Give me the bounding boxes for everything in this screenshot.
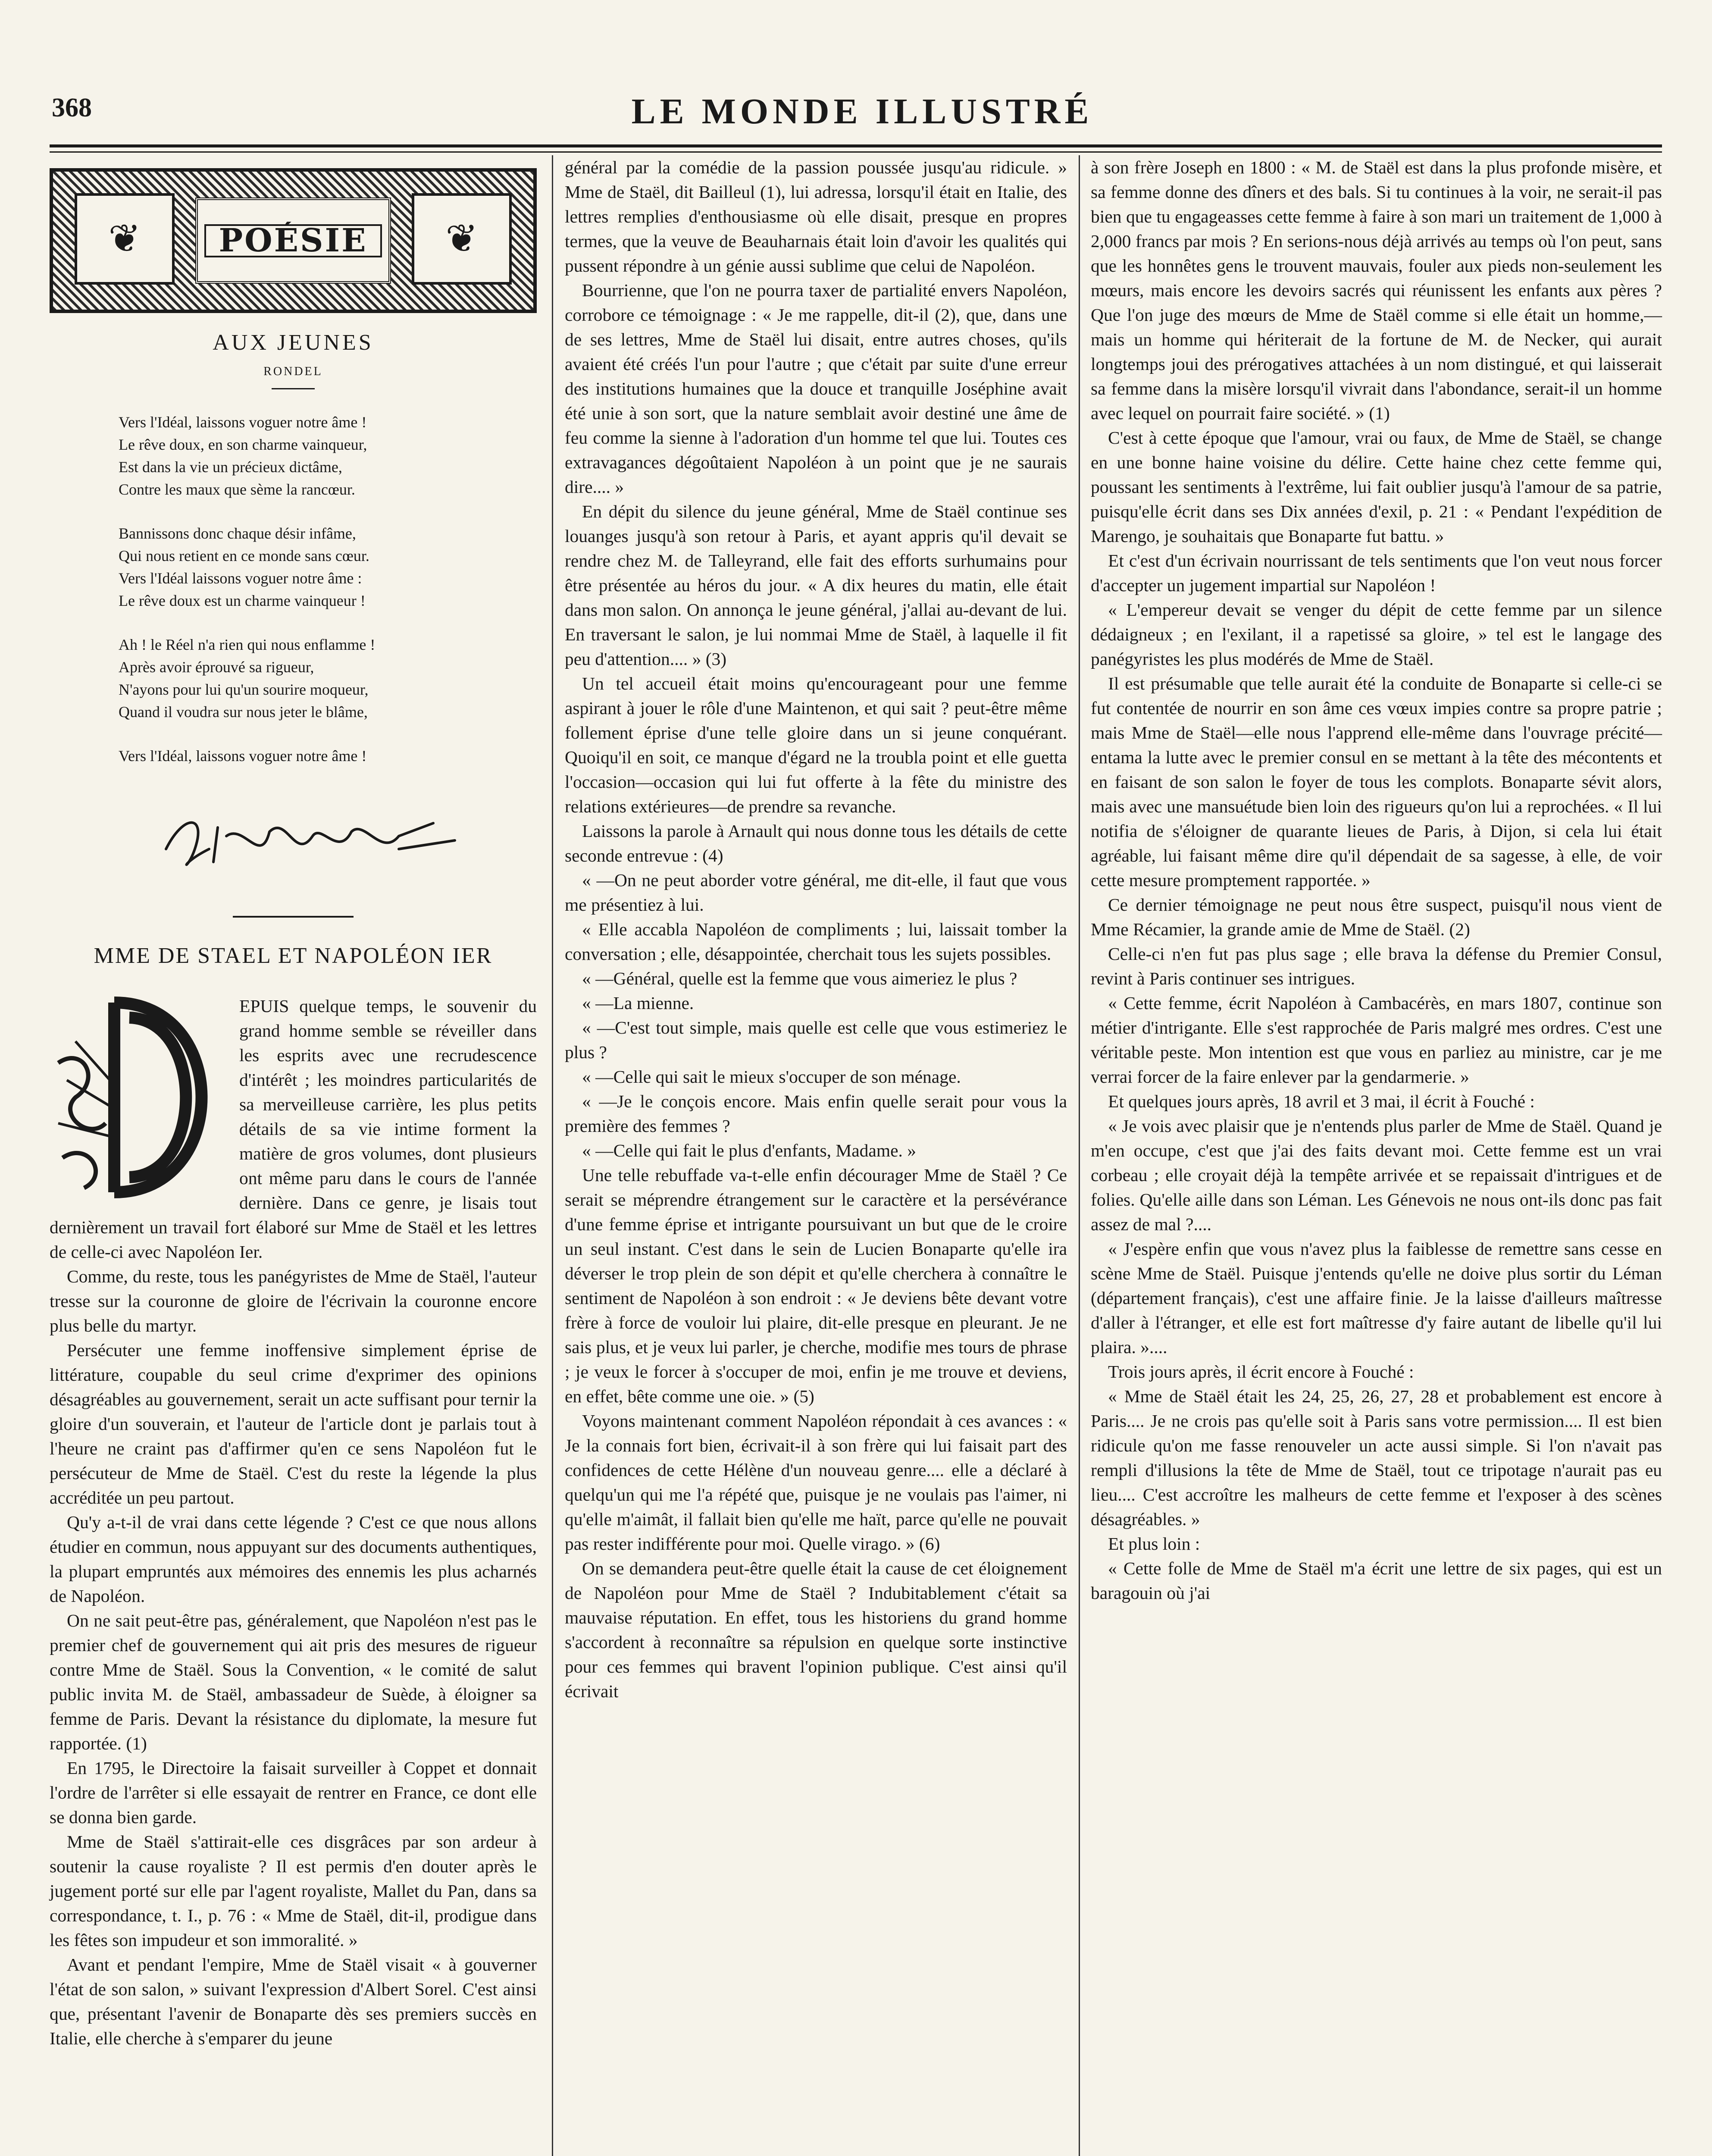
paragraph: « Mme de Staël était les 24, 25, 26, 27, 28 et probablement est encore à Paris.... Je ne crois pas qu'elle soit à Paris sans votre permission.... Il est bien ridicule qu'on me fasse renouveler un acte aussi simple. Si l'on n'avait pas rempli d'illusions la tête de Mme de Staël, tout ce tripotage n'aurait pas eu lieu.... C'est accroître les malheurs de cette femme et l'exposer à des scènes désagréables. » bbox=[1091, 1386, 1662, 1529]
column-divider bbox=[1079, 155, 1080, 2156]
paragraph: Trois jours après, il écrit encore à Fouché : bbox=[1108, 1362, 1414, 1382]
paragraph: « Je vois avec plaisir que je n'entends plus parler de Mme de Staël. Quand je m'en occupe, c'est que j'ai des faits devant moi. Cette femme est un vrai corbeau ; elle croyait déjà la tempête arrivée et se repaissait d'intrigues et de folies. Qu'elle aille dans son Léman. Les Génevois ne nous ont-ils donc pas fait assez de mal ?.... bbox=[1091, 1116, 1662, 1234]
paragraph: En dépit du silence du jeune général, Mme de Staël continue ses louanges jusqu'à son retour à Paris, et ayant appris qu'il devait se rendre chez M. de Talleyrand, elle fait des efforts surhumains pour être présentée au héros du jour. « A dix heures du matin, elle était dans mon salon. On annonça le jeune général, j'allai au-devant de lui. En traversant le salon, je lui nommai Mme de Staël, à laquelle il fit peu d'attention.... » (3) bbox=[565, 501, 1067, 669]
poem-line: Vers l'Idéal, laissons voguer notre âme ! bbox=[119, 414, 367, 431]
poem-line: Quand il voudra sur nous jeter le blâme, bbox=[119, 703, 368, 721]
paragraph: En 1795, le Directoire la faisait surveiller à Coppet et donnait l'ordre de l'arrêter si elle essayait de rentrer en France, ce dont elle se donna bien garde. bbox=[50, 1758, 537, 1827]
paragraph: Laissons la parole à Arnault qui nous donne tous les détails de cette seconde entrevue : (4) bbox=[565, 821, 1067, 865]
column-divider bbox=[552, 155, 553, 2156]
paragraph: « —Celle qui fait le plus d'enfants, Madame. » bbox=[582, 1141, 917, 1160]
paragraph: On se demandera peut-être quelle était la cause de cet éloignement de Napoléon pour Mme de Staël ? Indubitablement c'était sa mauvaise réputation. En effet, tous les historiens du grand homme s'accordent à reconnaître sa répulsion en quelque sorte instinctive pour ces femmes qui bravent l'opinion publique. C'est ainsi qu'il écrivait bbox=[565, 1558, 1067, 1701]
signature-image bbox=[157, 797, 459, 875]
paragraph: « Cette femme, écrit Napoléon à Cambacérès, en mars 1807, continue son métier d'intrigante. Elle s'est rapprochée de Paris malgré mes ordres. C'est une véritable peste. Mon intention est que vous en parliez au ministre, car je me verrai forcer de la faire enlever par la gendarmerie. » bbox=[1091, 993, 1662, 1087]
poem-line: Après avoir éprouvé sa rigueur, bbox=[119, 658, 314, 676]
paragraph: Avant et pendant l'empire, Mme de Staël visait « à gouverner l'état de son salon, » suivant l'expression d'Albert Sorel. C'est ainsi que, présentant l'avenir de Bonaparte dès ses premiers succès en Italie, elle cherche à s'emparer du jeune bbox=[50, 1955, 537, 2048]
poem-line: Vers l'Idéal laissons voguer notre âme : bbox=[119, 570, 362, 587]
paragraph: Qu'y a-t-il de vrai dans cette légende ? C'est ce que nous allons étudier en commun, nous appuyant sur des documents authentiques, la plupart empruntés aux mémoires des ennemis les plus acharnés de Napoléon. bbox=[50, 1512, 537, 1606]
poem-title: AUX JEUNES bbox=[213, 330, 374, 355]
paragraph: « J'espère enfin que vous n'avez plus la faiblesse de remettre sans cesse en scène Mme de Staël. Puisque j'entends qu'elle ne doive plus sortir du Léman (département français), c'est une affaire finie. Je la laisse d'ailleurs maîtresse d'aller à l'étranger, et elle est fort maîtresse d'y faire autant de libelle qu'il lui plaira. ».... bbox=[1091, 1239, 1662, 1357]
paragraph: « —Celle qui sait le mieux s'occuper de son ménage. bbox=[582, 1067, 961, 1087]
paragraph: Bourrienne, que l'on ne pourra taxer de partialité envers Napoléon, corrobore ce témoignage : « Je me rappelle, dit-il (2), que, dans une de ses lettres, Mme de Staël lui disait, entre autres choses, qu'ils avaient été créés l'un pour l'autre ; que c'était par suite d'une erreur des institutions humaines que la douce et tranquille Joséphine avait été unie à son sort, que la nature semblait avoir destiné une âme de feu comme la sienne à l'adoration d'un homme tel que lui. Toutes ces extravagances dégoûtaient Napoléon à un point que je ne saurais dire.... » bbox=[565, 280, 1067, 497]
paragraph: « Cette folle de Mme de Staël m'a écrit une lettre de six pages, qui est un baragouin où j'ai bbox=[1091, 1558, 1662, 1603]
paragraph: « Elle accabla Napoléon de compliments ; lui, laissait tomber la conversation ; elle, désappointée, cherchait tous les sujets possibles. bbox=[565, 919, 1067, 964]
paragraph: Un tel accueil était moins qu'encourageant pour une femme aspirant à jouer le rôle d'une Maintenon, et qui sait ? peut-être même follement éprise d'une telle gloire dans un si jeune conquérant. Quoiqu'il en soit, ce manque d'égard ne la troubla point et elle guetta l'occasion—occasion qui lui fut offerte à la fête du ministre des relations extérieures—de prendre sa revanche. bbox=[565, 674, 1067, 816]
dropcap-d-icon bbox=[50, 994, 231, 1201]
article-title: MME DE STAEL ET NAPOLÉON IER bbox=[94, 943, 493, 968]
column-1 bbox=[50, 155, 537, 2051]
paragraph: « —C'est tout simple, mais quelle est celle que vous estimeriez le plus ? bbox=[565, 1018, 1067, 1062]
poesie-banner bbox=[50, 168, 537, 313]
masthead: LE MONDE ILLUSTRÉ bbox=[631, 91, 1093, 132]
paragraph: Voyons maintenant comment Napoléon répondait à ces avances : « Je la connais fort bien, écrivait-il à son frère qui lui faisait part des confidences de cette Hélène d'un nouveau genre.... elle a déclaré à quelqu'un qui me l'a répété que, puisque je ne voulais pas l'aimer, ni qu'elle m'aimât, il fallait bien qu'elle me haït, parce qu'elle ne pouvait pas rester indifférente pour moi. Quelle virago. » (6) bbox=[565, 1411, 1067, 1554]
header-rule bbox=[50, 144, 1662, 147]
ornament-medallion-icon: ❦ bbox=[412, 193, 512, 285]
poem-line: N'ayons pour lui qu'un sourire moqueur, bbox=[119, 681, 369, 698]
paragraph: « —Je le conçois encore. Mais enfin quelle serait pour vous la première des femmes ? bbox=[565, 1091, 1067, 1136]
paragraph: Une telle rebuffade va-t-elle enfin décourager Mme de Staël ? Ce serait se méprendre étrangement sur le caractère et la persévérance d'une femme éprise et intrigante poursuivant un but que de le croire un seul instant. C'est dans le sein de Lucien Bonaparte qu'elle ira déverser le trop plein de son dépit et qu'elle cherchera à connaître le sentiment de Napoléon à son endroit : « Je deviens bête devant votre frère à force de vouloir lui plaire, dit-elle presque en pleurant. Je ne sais plus, et je veux lui parler, je cherche, modifie mes tours de phrase ; je veux le forcer à s'occuper de moi, enfin je me trouve et deviens, en effet, bête comme une oie. » (5) bbox=[565, 1165, 1067, 1406]
paragraph: Il est présumable que telle aurait été la conduite de Bonaparte si celle-ci se fut contentée de nourrir en son âme ces vœux impies contre sa propre patrie ; mais Mme de Staël—elle nous l'apprend elle-même dans l'ouvrage précité—entama la lutte avec le premier consul en se mettant à la tête des mécontents et en faisant de son salon le foyer de tous les complots. Bonaparte sévit alors, mais avec une mansuétude bien loin des rigueurs qu'on lui a reprochées. « Il lui notifia de s'éloigner de quarante lieues de Paris, à Dijon, si cela lui était agréable, lui faisant même dire qu'il dépendait de sa sagesse, à elle, de voir cette mesure promptement rapportée. » bbox=[1091, 674, 1662, 890]
poem-stanza bbox=[119, 411, 537, 501]
paragraph: « —La mienne. bbox=[582, 993, 694, 1013]
divider bbox=[233, 916, 354, 918]
paragraph: On ne sait peut-être pas, généralement, que Napoléon n'est pas le premier chef de gouvernement qui ait pris des mesures de rigueur contre Mme de Staël. Sous la Convention, « le comité de salut public invita M. de Staël, ambassadeur de Suède, à éloigner sa femme de Paris. Devant la résistance du diplomate, la mesure fut rapportée. (1) bbox=[50, 1611, 537, 1753]
column-2 bbox=[565, 155, 1067, 1704]
paragraph: général par la comédie de la passion poussée jusqu'au ridicule. » Mme de Staël, dit Bailleul (1), lui adressa, lorsqu'il était en Italie, des lettres remplies d'enthousiasme où elle disait, presque en propres termes, que la veuve de Beauharnais était loin d'avoir les qualités qui pussent répondre à un génie aussi sublime que celui de Napoléon. bbox=[565, 157, 1067, 276]
paragraph: Mme de Staël s'attirait-elle ces disgrâces par son ardeur à soutenir la cause royaliste ? Il est permis d'en douter après le jugement porté sur elle par l'agent royaliste, Mallet du Pan, dans sa correspondance, t. I., p. 76 : « Mme de Staël, dit-il, prodigue dans les fêtes son impudeur et son immoralité. » bbox=[50, 1832, 537, 1950]
poem-line: Vers l'Idéal, laissons voguer notre âme ! bbox=[119, 747, 367, 765]
paragraph: « L'empereur devait se venger du dépit de cette femme par un silence dédaigneux ; en l'exilant, il a rapetissé sa gloire, » tel est le langage des panégyristes les plus modérés de Mme de Staël. bbox=[1091, 600, 1662, 669]
poem-stanza bbox=[119, 745, 537, 767]
poem-line: Ah ! le Réel n'a rien qui nous enflamme ! bbox=[119, 636, 376, 653]
paragraph: Comme, du reste, tous les panégyristes de Mme de Staël, l'auteur tresse sur la couronne de gloire de l'écrivain la couronne encore plus belle du martyr. bbox=[50, 1266, 537, 1335]
poesie-label-frame bbox=[195, 197, 391, 284]
paragraph: C'est à cette époque que l'amour, vrai ou faux, de Mme de Staël, se change en une bonne haine voisine du délire. Cette haine chez cette femme qui, poussant les sentiments à l'extrême, lui fait oublier jusqu'à l'amour de sa patrie, puisqu'elle écrit dans ses Dix années d'exil, p. 21 : « Pendant l'expédition de Marengo, je souhaitais que Bonaparte fut battu. » bbox=[1091, 428, 1662, 546]
paragraph: Et plus loin : bbox=[1108, 1534, 1200, 1554]
poem-line: Contre les maux que sème la rancœur. bbox=[119, 481, 355, 498]
paragraph: à son frère Joseph en 1800 : « M. de Staël est dans la plus profonde misère, et sa femme donne des dîners et des bals. Si tu continues à la voir, ne serait-il pas bien que tu engageasses cette femme à faire à son mari un traitement de 1,000 à 2,000 francs par mois ? En serions-nous déjà arrivés au temps où l'on peut, sans que les honnêtes gens le trouvent mauvais, fouler aux pieds non-seulement les mœurs, mais encore les devoirs sacrés qui réunissent les enfants aux pères ? Que l'on juge des mœurs de Mme de Staël comme si elle était un homme,—mais un homme qui hériterait de la fortune de M. de Necker, qui aurait longtemps joui des prérogatives attachées à un nom distingué, et qui laisserait sa femme dans la misère lorsqu'il vivrait dans l'abondance, serait-il un homme avec lequel on pourrait faire société. » (1) bbox=[1091, 157, 1662, 423]
poem-line: Est dans la vie un précieux dictâme, bbox=[119, 458, 342, 476]
paragraph: EPUIS quelque temps, le souvenir du grand homme semble se réveiller dans les esprits avec une recrudescence d'intérêt ; les moindres particularités de sa merveilleuse carrière, les plus petits détails de sa vie intime forment la matière de gros volumes, dont plusieurs ont même paru dans le cours de l'année dernière. Dans ce genre, je lisais tout dernièrement un travail fort élaboré sur Mme de Staël et les lettres de celle-ci avec Napoléon Ier. bbox=[50, 996, 537, 1262]
header-rule-thin bbox=[50, 151, 1662, 153]
poem-form: RONDEL bbox=[263, 365, 323, 378]
poem-line: Bannissons donc chaque désir infâme, bbox=[119, 525, 356, 542]
ornament-medallion-icon: ❦ bbox=[75, 193, 175, 285]
paragraph: Celle-ci n'en fut pas plus sage ; elle brava la défense du Premier Consul, revint à Paris continuer ses intrigues. bbox=[1091, 944, 1662, 988]
poem-line: Le rêve doux, en son charme vainqueur, bbox=[119, 436, 367, 453]
paragraph: « —Général, quelle est la femme que vous aimeriez le plus ? bbox=[582, 968, 1017, 988]
column-3 bbox=[1091, 155, 1662, 1605]
poem-line: Le rêve doux est un charme vainqueur ! bbox=[119, 592, 366, 609]
paragraph: Ce dernier témoignage ne peut nous être suspect, puisqu'il nous vient de Mme Récamier, la grande amie de Mme de Staël. (2) bbox=[1091, 895, 1662, 939]
poesie-label: POÉSIE bbox=[204, 224, 382, 257]
divider bbox=[272, 388, 315, 389]
paragraph: « —On ne peut aborder votre général, me dit-elle, il faut que vous me présentiez à lui. bbox=[565, 870, 1067, 915]
paragraph: Et quelques jours après, 18 avril et 3 mai, il écrit à Fouché : bbox=[1108, 1091, 1535, 1111]
poem-stanza bbox=[119, 522, 537, 612]
page-number: 368 bbox=[52, 93, 92, 122]
poem-line: Qui nous retient en ce monde sans cœur. bbox=[119, 547, 369, 564]
poem-stanza bbox=[119, 633, 537, 723]
paragraph: Et c'est d'un écrivain nourrissant de tels sentiments que l'on veut nous forcer d'accepter un jugement impartial sur Napoléon ! bbox=[1091, 551, 1662, 595]
paragraph: Persécuter une femme inoffensive simplement éprise de littérature, coupable du seul crime d'exprimer des opinions désagréables au gouvernement, serait un acte suffisant pour ternir la gloire d'un souverain, et l'auteur de l'article dont je parlais tout à l'heure ne craint pas d'affirmer qu'en ce sens Napoléon fut le persécuteur de Mme de Staël. C'est du reste la légende la plus accréditée un peu partout. bbox=[50, 1340, 537, 1507]
